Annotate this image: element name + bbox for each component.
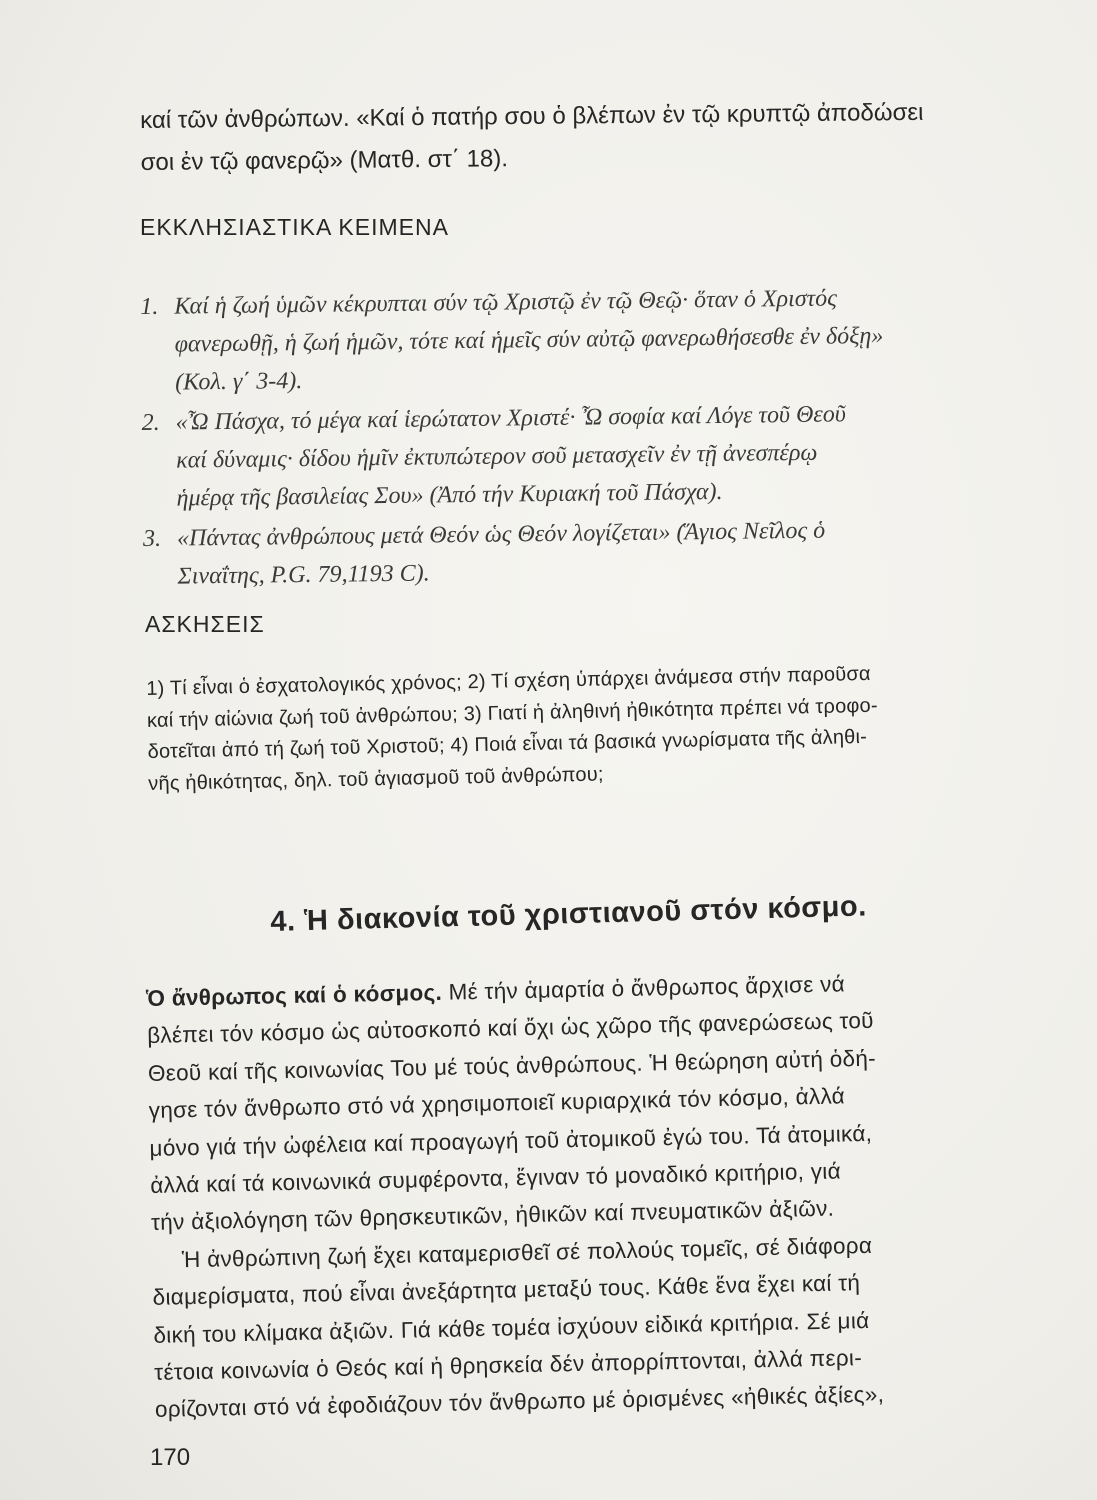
- body-line: δική του κλίμακα ἀξιῶν. Γιά κάθε τομέα ἰσχύουν εἰδικά κριτήρια. Σέ μιά: [153, 1307, 870, 1348]
- quote-line: Σιναΐτης, P.G. 79,1193 C).: [177, 560, 430, 590]
- exercise-line: 1) Τί εἶναι ὁ ἐσχατολογικός χρόνος; 2) Τί σχέση ὑπάρχει ἀνάμεσα στήν παροῦσα: [146, 662, 871, 700]
- exercise-line: δοτεῖται ἀπό τή ζωή τοῦ Χριστοῦ; 4) Ποιά εἶναι τά βασικά γνωρίσματα τῆς ἀληθι-: [147, 725, 868, 763]
- quote-line: φανερωθῇ, ἡ ζωή ἡμῶν, τότε καί ἡμεῖς σύν αὐτῷ φανερωθήσεσθε ἐν δόξῃ»: [174, 322, 884, 358]
- body-line: ορίζονται στό νά ἐφοδιάζουν τόν ἄνθρωπο μέ ὁρισμένες «ἠθικές ἀξίες»,: [154, 1382, 885, 1423]
- exercise-line: καί τήν αἰώνια ζωή τοῦ ἀνθρώπου; 3) Γιατί ἡ ἀληθινή ἠθικότητα πρέπει νά τροφο-: [146, 694, 878, 732]
- list-item: [143, 509, 1014, 596]
- list-item-number: 1.: [140, 293, 159, 320]
- section-heading-church-texts: ΕΚΚΛΗΣΙΑΣΤΙΚΑ ΚΕΙΜΕΝΑ: [140, 214, 449, 240]
- body-line: διαμερίσματα, πού εἶναι ἀνεξάρτητα μεταξύ τους. Κάθε ἕνα ἔχει καί τή: [152, 1270, 861, 1311]
- page-number: 170: [150, 1444, 191, 1471]
- chapter-title: 4. Ἡ διακονία τοῦ χριστιανοῦ στόν κόσμο.: [270, 890, 868, 938]
- quote-line: ἡμέρᾳ τῆς βασιλείας Σου» (Ἀπό τήν Κυριακή τοῦ Πάσχα).: [176, 478, 723, 512]
- section-heading-exercises: ΑΣΚΗΣΕΙΣ: [145, 611, 265, 637]
- body-line: ἀλλά καί τά κοινωνικά συμφέροντα, ἔγιναν τό μοναδικό κριτήριο, γιά: [150, 1158, 842, 1198]
- body-line: τέτοια κοινωνία ὁ Θεός καί ἡ θρησκεία δέν ἀπορρίπτονται, ἀλλά περι-: [153, 1345, 863, 1385]
- exercises-paragraph: [146, 656, 1008, 800]
- list-item-number: 3.: [142, 525, 162, 552]
- chapter-body: [146, 962, 1025, 1429]
- church-texts-list: [140, 277, 1014, 598]
- list-item-number: 2.: [141, 409, 160, 436]
- intro-line: καί τῶν ἀνθρώπων. «Καί ὁ πατήρ σου ὁ βλέπων ἐν τῷ κρυπτῷ ἀποδώσει: [140, 98, 924, 134]
- list-item: [140, 277, 1011, 402]
- body-line-rest: Μέ τήν ἁμαρτία ὁ ἄνθρωπος ἄρχισε νά: [441, 971, 846, 1005]
- body-line: μόνο γιά τήν ὠφέλεια καί προαγωγή τοῦ ἀτομικοῦ ἐγώ του. Τά ἀτομικά,: [149, 1120, 873, 1161]
- body-line: γησε τόν ἄνθρωπο στό νά χρησιμοποιεῖ κυριαρχικά τόν κόσμο, ἀλλά: [148, 1083, 846, 1124]
- intro-line: σοι ἐν τῷ φανερῷ» (Ματθ. στ΄ 18).: [140, 145, 509, 176]
- list-item: [141, 393, 1012, 518]
- quote-line: «Ὦ Πάσχα, τό μέγα καί ἱερώτατον Χριστέ· Ὦ σοφία καί Λόγε τοῦ Θεοῦ: [175, 401, 846, 436]
- body-line: τήν ἀξιολόγηση τῶν θρησκευτικῶν, ἠθικῶν καί πνευματικῶν ἀξιῶν.: [150, 1196, 835, 1236]
- body-line: βλέπει τόν κόσμο ὡς αὐτοσκοπό καί ὄχι ὡς χῶρο τῆς φανερώσεως τοῦ: [146, 1008, 875, 1049]
- quote-line: καί δύναμις· δίδου ἡμῖν ἐκτυπώτερον σοῦ μετασχεῖν ἐν τῇ ἀνεσπέρῳ: [175, 439, 818, 474]
- body-line: Ἡ ἀνθρώπινη ζωή ἔχει καταμερισθεῖ σέ πολλούς τομεῖς, σέ διάφορα: [181, 1232, 873, 1273]
- quote-line: Καί ἡ ζωή ὑμῶν κέκρυπται σύν τῷ Χριστῷ ἐν τῷ Θεῷ· ὅταν ὁ Χριστός: [174, 285, 838, 320]
- quote-line: «Πάντας ἀνθρώπους μετά Θεόν ὡς Θεόν λογίζεται» (Ἅγιος Νεῖλος ὁ: [176, 517, 826, 552]
- body-line: Θεοῦ καί τῆς κοινωνίας Του μέ τούς ἀνθρώπους. Ἡ θεώρηση αὐτή ὁδή-: [147, 1045, 877, 1086]
- quote-line: (Κολ. γ΄ 3-4).: [174, 368, 303, 396]
- exercise-line: νῆς ἠθικότητας, δηλ. τοῦ ἁγιασμοῦ τοῦ ἀνθρώπου;: [148, 762, 604, 795]
- intro-paragraph: [140, 91, 1011, 184]
- paragraph-lead: Ὁ ἄνθρωπος καί ὁ κόσμος.: [146, 979, 443, 1011]
